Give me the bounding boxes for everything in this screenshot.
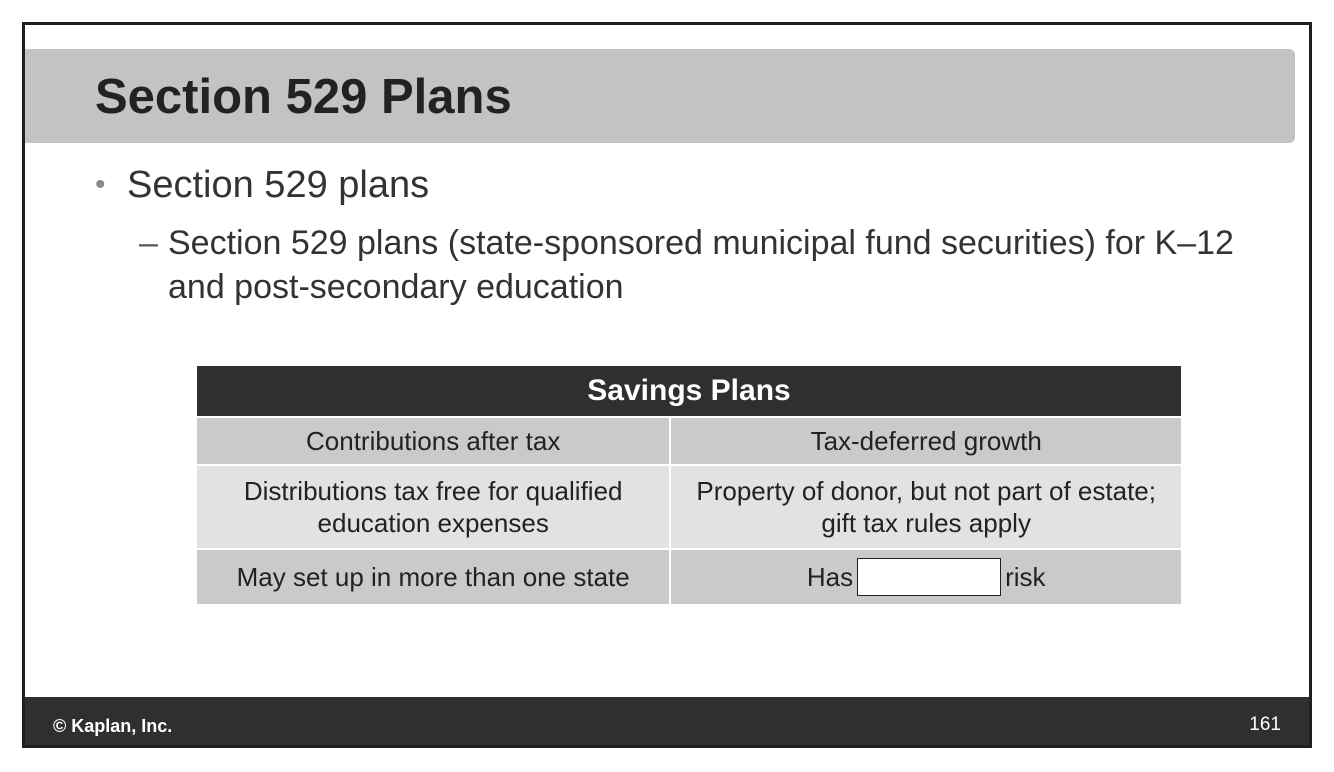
page-number: 161: [1249, 714, 1281, 735]
copyright-text: © Kaplan, Inc.: [53, 716, 173, 736]
table-row: [197, 466, 1181, 550]
title-bar: [25, 49, 1295, 143]
footer-bar: [25, 697, 1312, 748]
cell-text-suffix: risk: [1005, 562, 1046, 592]
bullet-text: Section 529 plans: [127, 164, 430, 206]
table-cell: Contributions after tax: [197, 418, 671, 466]
table-cell: Distributions tax free for qualified education expenses: [197, 466, 671, 550]
table-cell: May set up in more than one state: [197, 550, 671, 604]
slide: [22, 22, 1312, 748]
table-header: Savings Plans: [197, 366, 1181, 418]
table-cell: Tax-deferred growth: [671, 418, 1181, 466]
savings-plans-table: [197, 366, 1181, 604]
table-row: [197, 418, 1181, 466]
table-row: [197, 550, 1181, 604]
bullet-marker: •: [95, 168, 106, 201]
sub-bullet-text: Section 529 plans (state-sponsored municipal fund securities) for K–12 and post-secondary education: [168, 224, 1234, 306]
sub-bullet-marker: –: [139, 224, 158, 262]
table-cell-fill-in: [671, 550, 1181, 604]
slide-title: Section 529 Plans: [95, 70, 512, 124]
cell-text-prefix: Has: [806, 562, 854, 592]
table-header-row: [197, 366, 1181, 418]
table-cell: Property of donor, but not part of estate; gift tax rules apply: [671, 466, 1181, 550]
fill-in-blank-box: [857, 558, 1001, 596]
